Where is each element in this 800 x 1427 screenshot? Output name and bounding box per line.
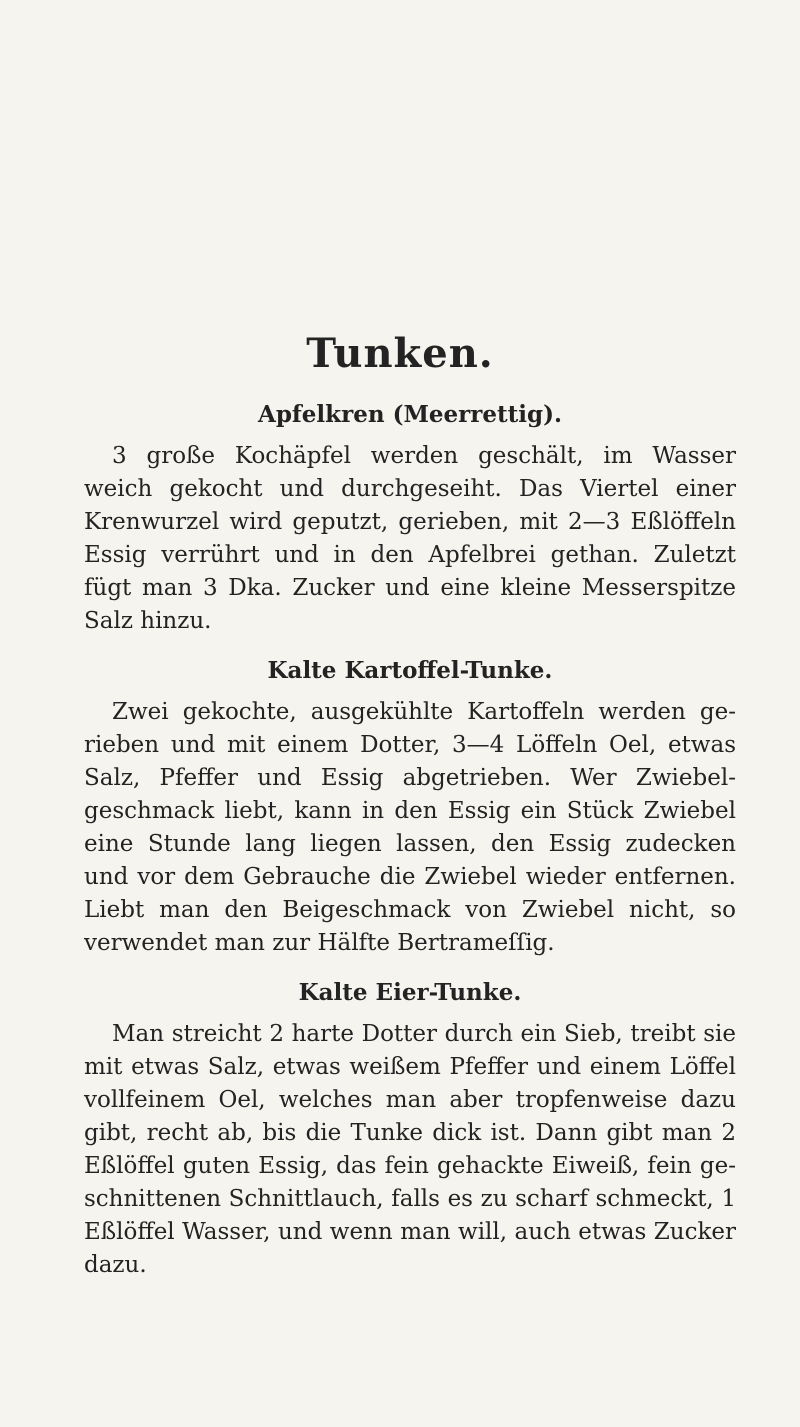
recipe-title: Apfelkren (Meerrettig). <box>257 401 563 428</box>
recipe-title: Kalte Eier-Tunke. <box>298 979 522 1006</box>
recipe-text: 3 große Kochäpfel werden geschält, im Wasser weich gekocht und durchgeseiht. Das Viertel einer Krenwurzel wird geputzt, gerieben, mit 2—3 Eßlöffeln Essig verrührt und in den Apfelbrei gethan. Zuletzt fügt man 3 Dka. Zucker und eine kleine Messerspitze Salz hinzu. <box>84 443 736 634</box>
recipe-text: Man streicht 2 harte Dotter durch ein Sieb, treibt sie mit etwas Salz, etwas weißem Pfeffer und einem Löffel vollfeinem Oel, welches man aber tropfenweise dazu gibt, recht ab, bis die Tunke dick ist. Dann gibt man 2 Eßlöffel guten Essig, das fein gehackte Eiweiß, fein geschnittenen Schnittlauch, falls es zu scharf schmeckt, 1 Eßlöffel Wasser, und wenn man will, auch etwas Zucker dazu. <box>84 1021 736 1278</box>
page-content <box>84 400 736 1300</box>
recipe-title: Kalte Kartoffel-Tunke. <box>267 657 553 684</box>
recipe-apfelkren <box>84 400 736 638</box>
recipe-eier-tunke <box>84 978 736 1282</box>
chapter-title: Tunken. <box>306 330 494 377</box>
recipe-kartoffel-tunke <box>84 656 736 960</box>
recipe-text: Zwei gekochte, ausgekühlte Kartoffeln werden gerieben und mit einem Dotter, 3—4 Löffeln Oel, etwas Salz, Pfeffer und Essig abgetrieben. Wer Zwiebelgeschmack liebt, kann in den Essig ein Stück Zwiebel eine Stunde lang liegen lassen, den Essig zudecken und vor dem Gebrauche die Zwiebel wieder entfernen. Liebt man den Beigeschmack von Zwiebel nicht, so verwendet man zur Hälfte Bertrameſſig. <box>84 699 736 956</box>
